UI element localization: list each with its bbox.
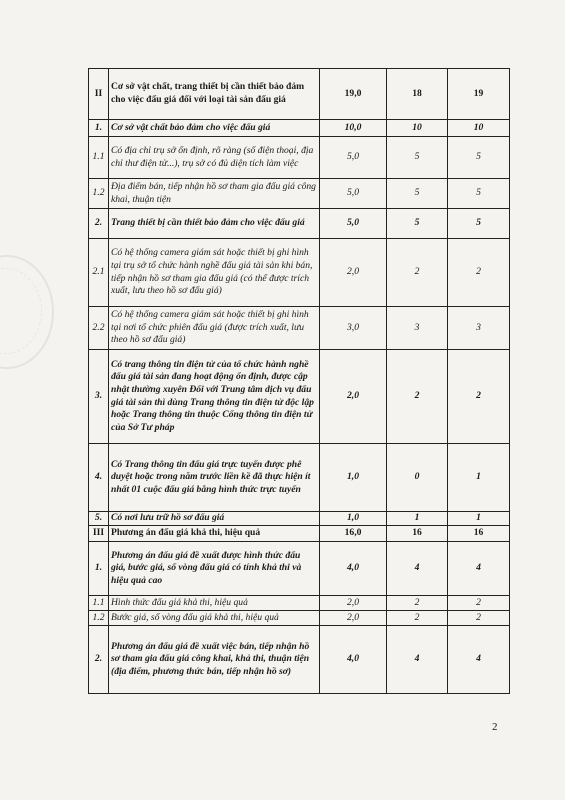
row-number-cell: 1.	[89, 542, 109, 596]
row-number-cell: 4.	[89, 444, 109, 512]
table-row	[89, 611, 510, 626]
score-cell-b: 10	[448, 120, 510, 137]
row-number-cell: III	[89, 526, 109, 542]
score-cell-a: 5	[387, 179, 448, 209]
row-number-cell: 2.1	[89, 239, 109, 307]
score-cell-b: 2	[448, 596, 510, 611]
score-cell-b: 2	[448, 239, 510, 307]
score-cell-a: 1	[387, 512, 448, 526]
criterion-cell: Có hệ thống camera giám sát hoặc thiết bị ghi hình tại trụ sở tổ chức hành nghề đấu giá tài sản khi bán, tiếp nhận hồ sơ tham gia đấu giá (có thể được trích xuất, lưu theo hồ sơ đấu giá)	[109, 239, 320, 307]
score-cell-b: 5	[448, 179, 510, 209]
max-score-cell: 16,0	[320, 526, 387, 542]
scoring-table	[88, 68, 510, 694]
score-cell-a: 2	[387, 611, 448, 626]
score-cell-b: 4	[448, 626, 510, 694]
table-row	[89, 209, 510, 239]
table-row	[89, 137, 510, 179]
row-number-cell: 5.	[89, 512, 109, 526]
max-score-cell: 5,0	[320, 209, 387, 239]
score-cell-b: 19	[448, 69, 510, 120]
criterion-cell: Có hệ thống camera giám sát hoặc thiết bị ghi hình tại nơi tổ chức phiên đấu giá (được trích xuất, lưu theo hồ sơ đấu giá)	[109, 307, 320, 350]
row-number-cell: 2.	[89, 209, 109, 239]
max-score-cell: 1,0	[320, 444, 387, 512]
criterion-cell: Bước giá, số vòng đấu giá khả thi, hiệu quả	[109, 611, 320, 626]
table-row	[89, 512, 510, 526]
score-cell-b: 2	[448, 350, 510, 444]
table-row	[89, 526, 510, 542]
criterion-cell: Phương án đấu giá khả thi, hiệu quả	[109, 526, 320, 542]
criterion-cell: Cơ sở vật chất, trang thiết bị cần thiết bảo đảm cho việc đấu giá đối với loại tài sản đấu giá	[109, 69, 320, 120]
row-number-cell: 1.	[89, 120, 109, 137]
score-cell-a: 5	[387, 209, 448, 239]
row-number-cell: 2.2	[89, 307, 109, 350]
criterion-cell: Có nơi lưu trữ hồ sơ đấu giá	[109, 512, 320, 526]
table-row	[89, 307, 510, 350]
max-score-cell: 19,0	[320, 69, 387, 120]
row-number-cell: II	[89, 69, 109, 120]
score-cell-a: 10	[387, 120, 448, 137]
score-cell-a: 2	[387, 239, 448, 307]
row-number-cell: 3.	[89, 350, 109, 444]
score-cell-b: 4	[448, 542, 510, 596]
score-cell-a: 16	[387, 526, 448, 542]
max-score-cell: 2,0	[320, 596, 387, 611]
table-row	[89, 239, 510, 307]
table-row	[89, 120, 510, 137]
max-score-cell: 2,0	[320, 350, 387, 444]
max-score-cell: 5,0	[320, 137, 387, 179]
row-number-cell: 1.2	[89, 611, 109, 626]
max-score-cell: 3,0	[320, 307, 387, 350]
max-score-cell: 2,0	[320, 611, 387, 626]
criterion-cell: Có địa chỉ trụ sở ổn định, rõ ràng (số điện thoại, địa chỉ thư điện tử...), trụ sở có đủ diện tích làm việc	[109, 137, 320, 179]
criterion-cell: Trang thiết bị cần thiết bảo đảm cho việc đấu giá	[109, 209, 320, 239]
criterion-cell: Phương án đấu giá đề xuất được hình thức đấu giá, bước giá, số vòng đấu giá có tính khả thi và hiệu quả cao	[109, 542, 320, 596]
table-row	[89, 350, 510, 444]
row-number-cell: 1.1	[89, 137, 109, 179]
row-number-cell: 1.1	[89, 596, 109, 611]
score-cell-a: 5	[387, 137, 448, 179]
criterion-cell: Hình thức đấu giá khả thi, hiệu quả	[109, 596, 320, 611]
table-row	[89, 596, 510, 611]
score-cell-a: 3	[387, 307, 448, 350]
score-cell-a: 2	[387, 350, 448, 444]
row-number-cell: 2.	[89, 626, 109, 694]
max-score-cell: 4,0	[320, 542, 387, 596]
score-cell-b: 5	[448, 137, 510, 179]
table-row	[89, 69, 510, 120]
criterion-cell: Có Trang thông tin đấu giá trực tuyến được phê duyệt hoặc trong năm trước liền kề đã thực hiện ít nhất 01 cuộc đấu giá bằng hình thức trực tuyến	[109, 444, 320, 512]
score-cell-a: 0	[387, 444, 448, 512]
criterion-cell: Địa điểm bán, tiếp nhận hồ sơ tham gia đấu giá công khai, thuận tiện	[109, 179, 320, 209]
table-row	[89, 626, 510, 694]
score-cell-a: 4	[387, 626, 448, 694]
criterion-cell: Có trang thông tin điện tử của tổ chức hành nghề đấu giá tài sản đang hoạt động ổn định, được cập nhật thường xuyên Đối với Trung tâm dịch vụ đấu giá tài sản thì dùng Trang thông tin điện tử độc lập hoặc Trang thông tin thuộc Cổng thông tin điện tử của Sở Tư pháp	[109, 350, 320, 444]
score-cell-b: 1	[448, 444, 510, 512]
score-cell-b: 2	[448, 611, 510, 626]
page-number: 2	[492, 721, 498, 733]
row-number-cell: 1.2	[89, 179, 109, 209]
max-score-cell: 5,0	[320, 179, 387, 209]
table-row	[89, 444, 510, 512]
criterion-cell: Cơ sở vật chất bảo đảm cho việc đấu giá	[109, 120, 320, 137]
max-score-cell: 10,0	[320, 120, 387, 137]
score-cell-b: 16	[448, 526, 510, 542]
max-score-cell: 1,0	[320, 512, 387, 526]
table-row	[89, 179, 510, 209]
score-cell-b: 5	[448, 209, 510, 239]
score-cell-b: 1	[448, 512, 510, 526]
criterion-cell: Phương án đấu giá đề xuất việc bán, tiếp nhận hồ sơ tham gia đấu giá công khai, khả thi, thuận tiện (địa điểm, phương thức bán, tiếp nhận hồ sơ)	[109, 626, 320, 694]
score-cell-b: 3	[448, 307, 510, 350]
table-body	[89, 69, 510, 694]
max-score-cell: 2,0	[320, 239, 387, 307]
score-cell-a: 2	[387, 596, 448, 611]
score-cell-a: 4	[387, 542, 448, 596]
table-row	[89, 542, 510, 596]
score-cell-a: 18	[387, 69, 448, 120]
max-score-cell: 4,0	[320, 626, 387, 694]
